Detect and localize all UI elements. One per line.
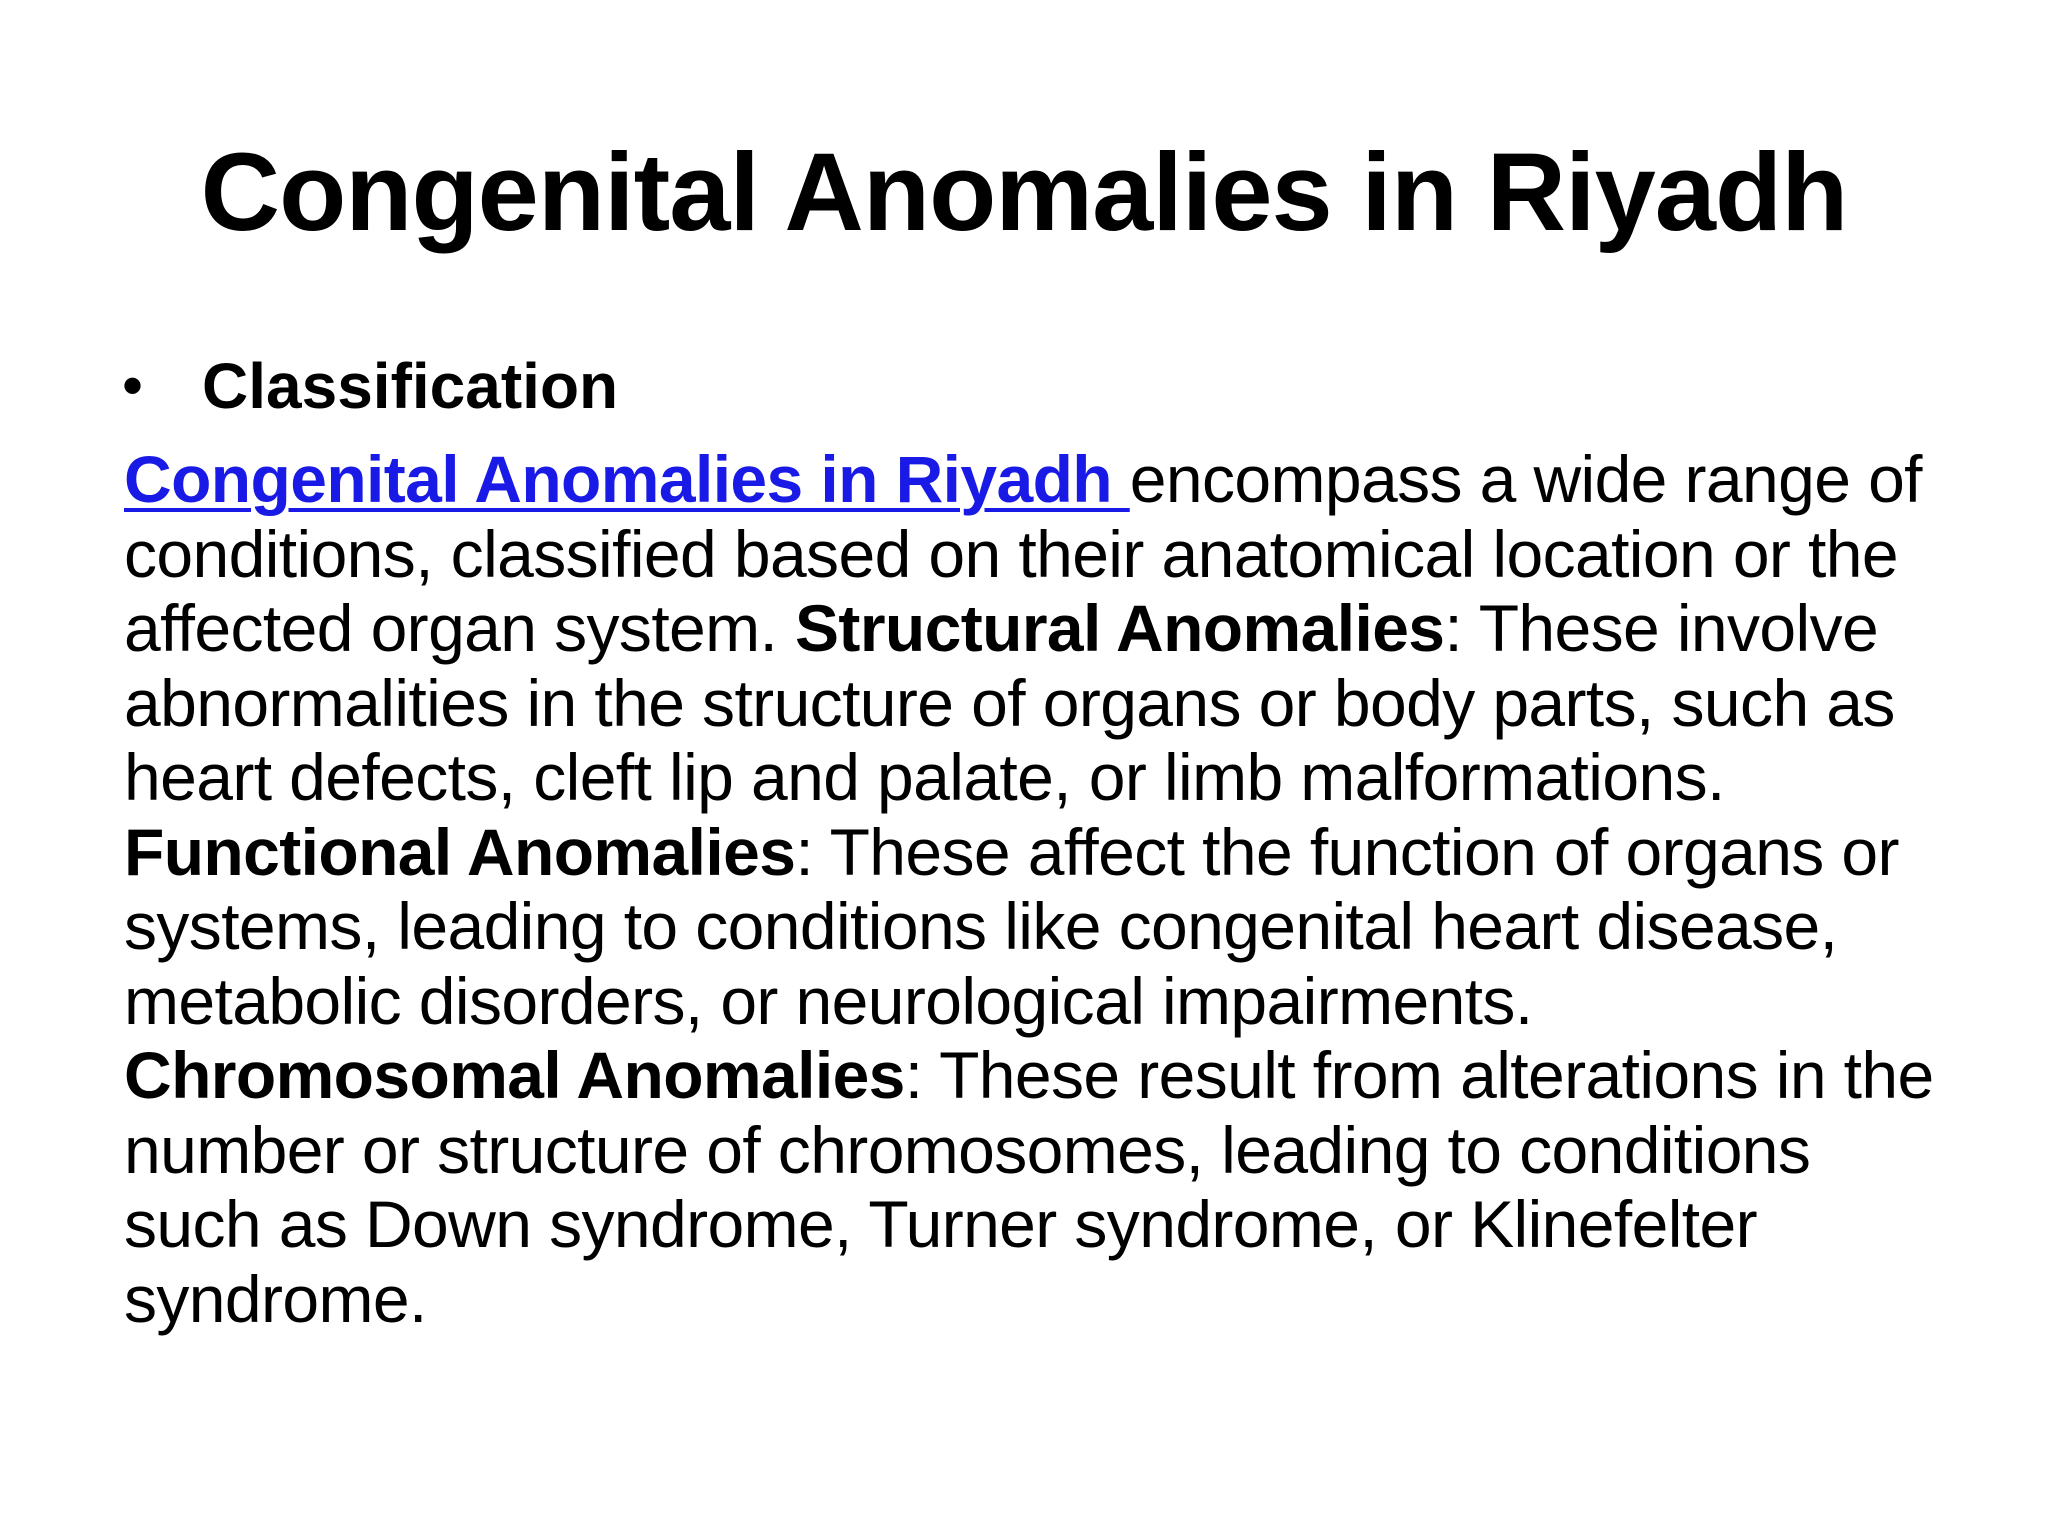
chromosomal-description: : These result from alterations in the number or structure of chromosomes, leading to conditions such as Down syndrome, Turner syndrome, or Klinefelter syndrome. xyxy=(124,1038,1934,1336)
structural-description: : These involve abnormalities in the structure of organs or body parts, such as heart defects, cleft lip and palate, or limb malformations. xyxy=(124,591,1895,814)
bullet-label: Classification xyxy=(202,350,619,422)
bullet-item-classification xyxy=(122,346,618,426)
structural-term: Structural Anomalies xyxy=(795,591,1445,665)
classification-paragraph xyxy=(124,442,1954,1336)
slide-title: Congenital Anomalies in Riyadh xyxy=(200,131,1848,254)
intro-text: encompass a wide range of conditions, classified based on their anatomical location or the affected organ system. xyxy=(124,442,1922,665)
bullet-icon: • xyxy=(122,352,144,419)
functional-term: Functional Anomalies xyxy=(124,814,796,889)
functional-description: : These affect the function of organs or systems, leading to conditions like congenital heart disease, metabolic disorders, or neurological impairments. xyxy=(124,814,1899,1038)
congenital-anomalies-link[interactable]: Congenital Anomalies in Riyadh xyxy=(124,442,1130,516)
chromosomal-term: Chromosomal Anomalies xyxy=(124,1038,905,1112)
